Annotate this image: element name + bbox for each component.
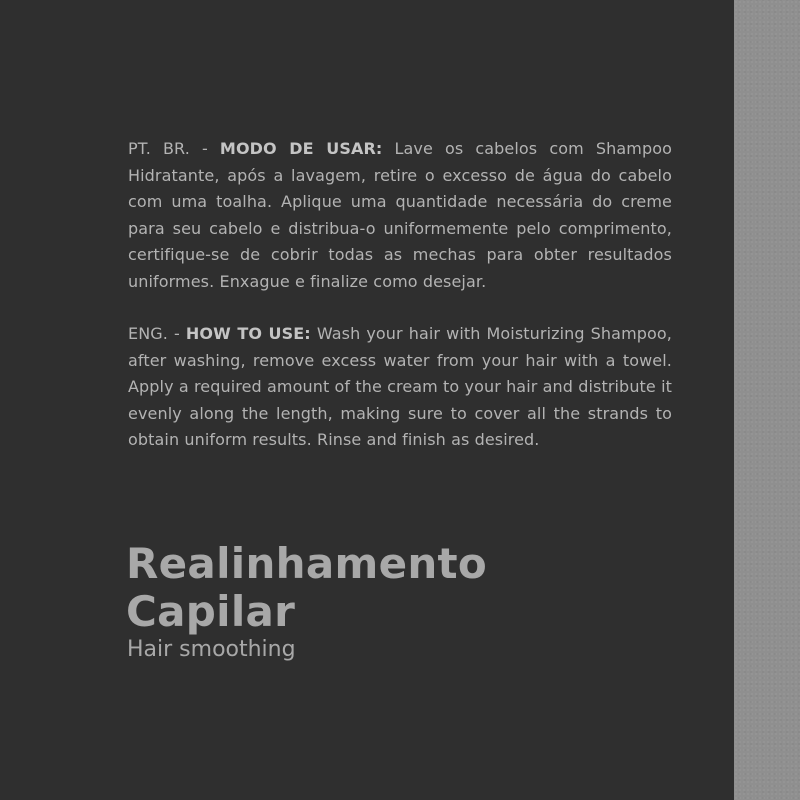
pt-language-prefix: PT. BR. - (128, 139, 220, 158)
pt-heading: MODO DE USAR: (219, 139, 383, 158)
product-title (126, 540, 487, 636)
gray-side-strip (734, 0, 800, 800)
en-language-prefix: ENG. - (128, 324, 186, 343)
en-body-text: Wash your hair with Moisturizing Shampoo, after washing, remove excess water from your hair with a towel. Apply a required amount of the cream to your hair and distribute it evenly along the length, making sure to cover all the strands to obtain uniform results. Rinse and finish as desired. (128, 324, 672, 449)
product-subtitle: Hair smoothing (127, 637, 296, 662)
product-title-line1: Realinhamento (126, 539, 488, 588)
instructions-portuguese (128, 136, 672, 295)
en-heading: HOW TO USE: (185, 324, 311, 343)
pt-body-text: Lave os cabelos com Shampoo Hidratante, após a lavagem, retire o excesso de água do cabelo com uma toalha. Aplique uma quantidade necessária do creme para seu cabelo e distribua-o uniformemente pelo comprimento, certifique-se de cobrir todas as mechas para obter resultados uniformes. Enxague e finalize como desejar. (128, 139, 672, 291)
product-title-line2: Capilar (126, 587, 296, 636)
instructions-english (128, 321, 672, 454)
usage-instructions (128, 136, 672, 454)
